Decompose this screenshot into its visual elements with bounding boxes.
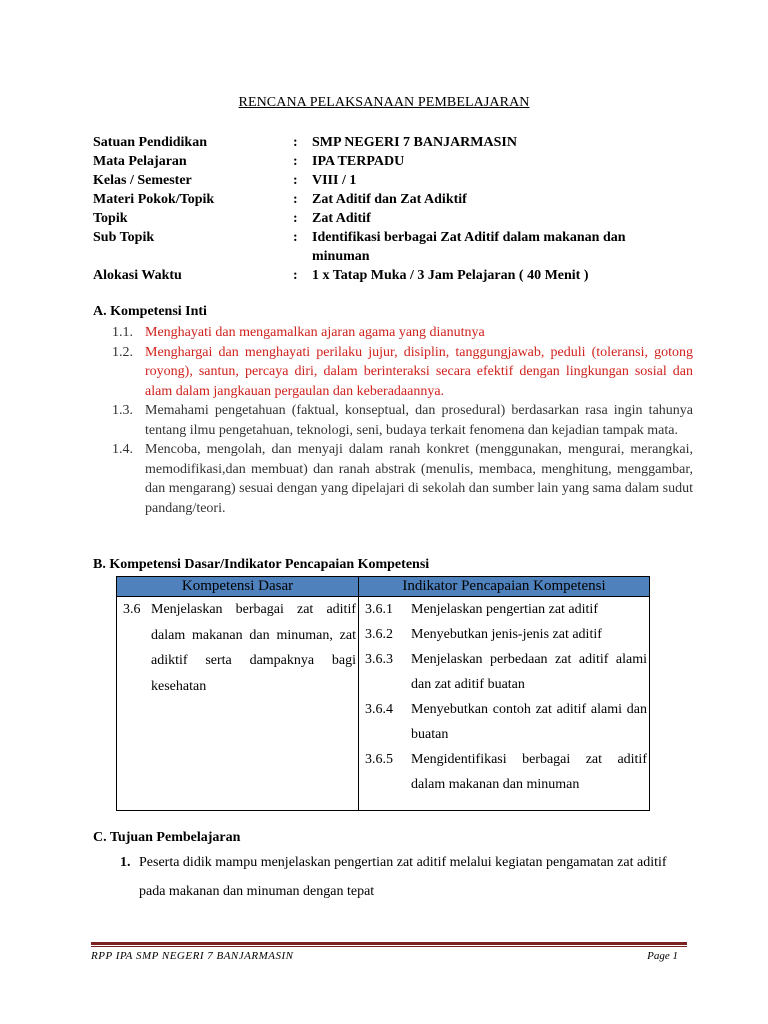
info-value: 1 x Tatap Muka / 3 Jam Pelajaran ( 40 Menit ) bbox=[312, 268, 589, 283]
identity-block bbox=[93, 133, 693, 285]
info-row bbox=[93, 133, 693, 152]
tujuan-list bbox=[93, 848, 693, 906]
list-item bbox=[93, 343, 693, 402]
info-value: SMP NEGERI 7 BANJARMASIN bbox=[312, 135, 517, 150]
info-value: IPA TERPADU bbox=[312, 154, 405, 169]
kompetensi-inti-list bbox=[93, 323, 693, 518]
indicator-item bbox=[365, 697, 647, 747]
info-row bbox=[93, 228, 693, 266]
info-row bbox=[93, 209, 693, 228]
item-number: 1. bbox=[120, 855, 131, 870]
table-header bbox=[117, 577, 649, 597]
item-text: Menghargai dan menghayati perilaku jujur, disiplin, tanggungjawab, peduli (toleransi, gotong royong), santun, percaya diri, dalam berinteraksi secara efektif dengan lingkungan sosial dan alam dalam jangkauan pergaulan dan keberadaannya. bbox=[145, 344, 693, 399]
list-item bbox=[93, 848, 693, 906]
item-number: 1.4. bbox=[112, 442, 133, 457]
section-b-heading: B. Kompetensi Dasar/Indikator Pencapaian Kompetensi bbox=[93, 557, 430, 572]
info-label: Materi Pokok/Topik bbox=[93, 192, 215, 207]
footer-title: RPP IPA SMP NEGERI 7 BANJARMASIN bbox=[91, 950, 294, 962]
competency-table bbox=[116, 576, 650, 811]
item-text: Peserta didik mampu menjelaskan pengertian zat aditif melalui kegiatan pengamatan zat aditif pada makanan dan minuman dengan tepat bbox=[139, 855, 667, 899]
footer-rule-thin bbox=[91, 946, 687, 947]
item-number: 1.3. bbox=[112, 403, 133, 418]
info-label: Satuan Pendidikan bbox=[93, 135, 207, 150]
indicator-number: 3.6.2 bbox=[365, 627, 393, 642]
indicator-text: Menyebutkan jenis-jenis zat aditif bbox=[411, 627, 602, 642]
info-value: VIII / 1 bbox=[312, 173, 357, 188]
indicator-text: Mengidentifikasi berbagai zat aditif dalam makanan dan minuman bbox=[411, 752, 647, 792]
document-title: RENCANA PELAKSANAAN PEMBELAJARAN bbox=[238, 95, 530, 110]
indicator-item bbox=[365, 747, 647, 797]
indicator-number: 3.6.5 bbox=[365, 752, 393, 767]
info-label: Kelas / Semester bbox=[93, 173, 192, 188]
section-a-heading: A. Kompetensi Inti bbox=[93, 304, 207, 319]
info-value: Zat Aditif bbox=[312, 211, 371, 226]
info-colon: : bbox=[293, 173, 298, 188]
indicator-item bbox=[365, 647, 647, 697]
item-text: Menghayati dan mengamalkan ajaran agama yang dianutnya bbox=[145, 325, 485, 340]
indicator-cell bbox=[365, 597, 647, 797]
list-item bbox=[93, 323, 693, 343]
footer-rule bbox=[91, 942, 687, 945]
info-value: Identifikasi berbagai Zat Aditif dalam makanan dan minuman bbox=[312, 230, 626, 264]
info-colon: : bbox=[293, 135, 298, 150]
info-row bbox=[93, 266, 693, 285]
indicator-text: Menjelaskan perbedaan zat aditif alami dan zat aditif buatan bbox=[411, 652, 647, 692]
page-number: Page 1 bbox=[647, 950, 678, 962]
indicator-number: 3.6.4 bbox=[365, 702, 393, 717]
info-colon: : bbox=[293, 268, 298, 283]
indicator-number: 3.6.1 bbox=[365, 602, 393, 617]
section-c-heading: C. Tujuan Pembelajaran bbox=[93, 830, 241, 845]
info-colon: : bbox=[293, 211, 298, 226]
info-value: Zat Aditif dan Zat Adiktif bbox=[312, 192, 467, 207]
info-colon: : bbox=[293, 192, 298, 207]
info-label: Alokasi Waktu bbox=[93, 268, 182, 283]
info-label: Sub Topik bbox=[93, 230, 155, 245]
info-row bbox=[93, 190, 693, 209]
kd-number: 3.6 bbox=[123, 602, 141, 617]
info-label: Mata Pelajaran bbox=[93, 154, 187, 169]
indicator-number: 3.6.3 bbox=[365, 652, 393, 667]
item-text: Memahami pengetahuan (faktual, konseptual, dan prosedural) berdasarkan rasa ingin tahunya tentang ilmu pengetahuan, teknologi, seni, budaya terkait fenomena dan kejadian tampak mata. bbox=[145, 403, 693, 438]
item-number: 1.2. bbox=[112, 344, 133, 360]
info-row bbox=[93, 171, 693, 190]
info-label: Topik bbox=[93, 211, 128, 226]
indicator-text: Menjelaskan pengertian zat aditif bbox=[411, 602, 598, 617]
list-item bbox=[93, 401, 693, 440]
header-kompetensi-dasar: Kompetensi Dasar bbox=[181, 578, 294, 594]
info-colon: : bbox=[293, 154, 298, 169]
indicator-item bbox=[365, 597, 647, 622]
info-row bbox=[93, 152, 693, 171]
kd-text: Menjelaskan berbagai zat aditif dalam makanan dan minuman, zat adiktif serta dampaknya bagi kesehatan bbox=[151, 602, 356, 694]
header-indikator: Indikator Pencapaian Kompetensi bbox=[402, 578, 606, 594]
indicator-item bbox=[365, 622, 647, 647]
list-item bbox=[93, 440, 693, 518]
column-divider bbox=[358, 577, 359, 810]
info-colon: : bbox=[293, 230, 298, 245]
item-number: 1.1. bbox=[112, 325, 133, 340]
indicator-text: Menyebutkan contoh zat aditif alami dan buatan bbox=[411, 702, 647, 742]
item-text: Mencoba, mengolah, dan menyaji dalam ranah konkret (menggunakan, mengurai, merangkai, memodifikasi,dan membuat) dan ranah abstrak (menulis, membaca, menghitung, menggambar, dan mengarang) sesuai dengan yang dipelajari di sekolah dan sumber lain yang sama dalam sudut pandang/teori. bbox=[145, 442, 693, 516]
